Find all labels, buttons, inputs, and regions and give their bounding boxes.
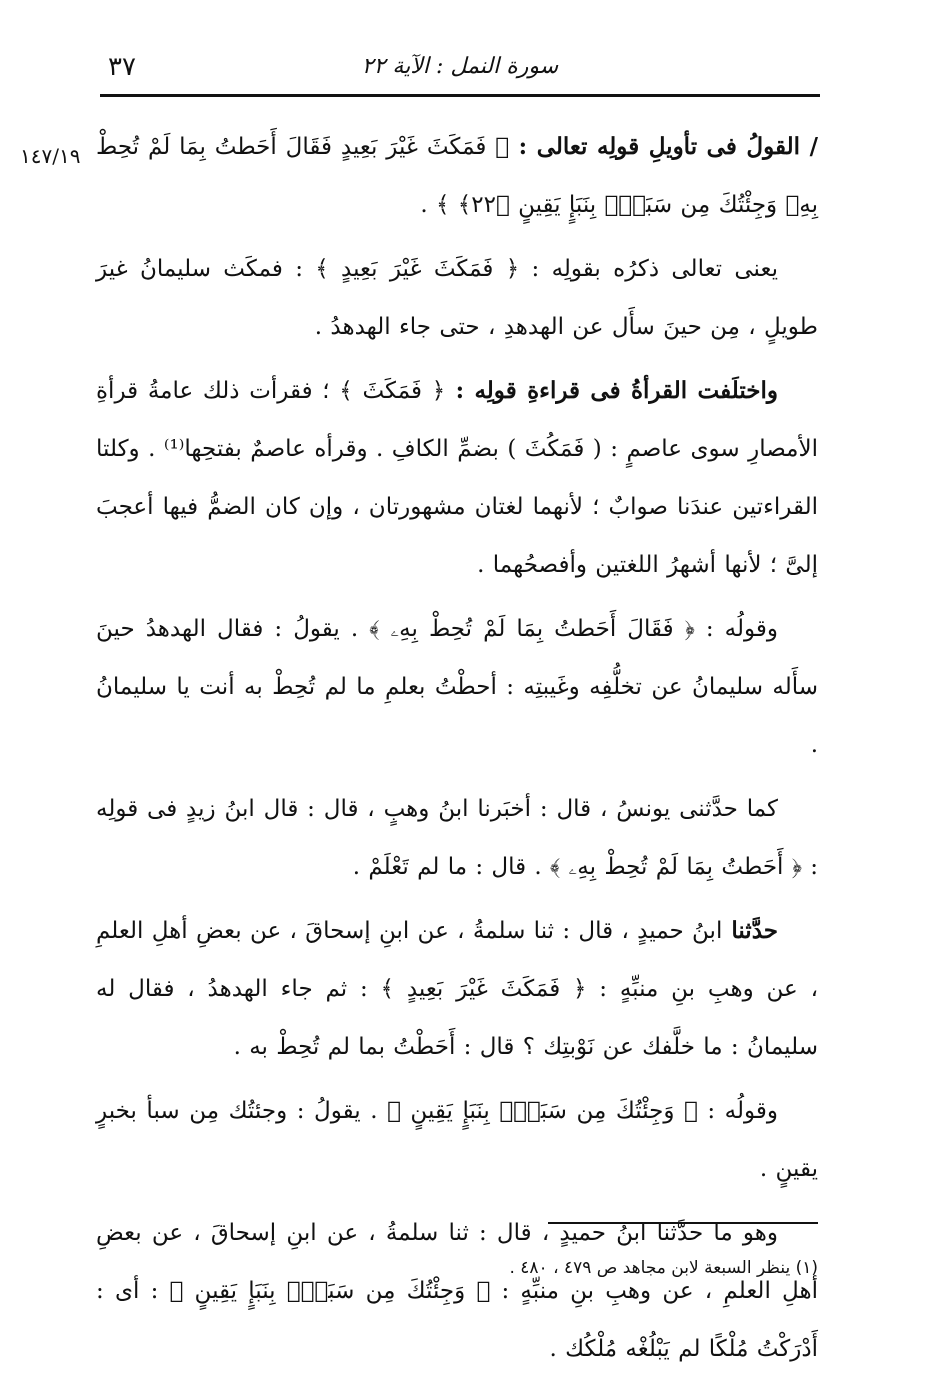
footnote: (١) ينظر السبعة لابن مجاهد ص ٤٧٩ ، ٤٨٠ . <box>509 1258 818 1278</box>
paragraph <box>96 902 818 1076</box>
paragraph-lead: واختلَفت القرأةُ فى قراءةِ قولِه : <box>445 377 778 404</box>
page-number: ٣٧ <box>108 52 136 82</box>
paragraph-body: وقولُه : ﴿ وَجِئْتُكَ مِن سَبَإٍۭ بِنَبَإٍ يَقِينٍ ﴾ . يقولُ : وجئتُك مِن سبأ بخبرٍ يقينٍ . <box>96 1098 818 1182</box>
paragraph-body: يعنى تعالى ذكرُه بقولِه : ﴿ فَمَكَثَ غَيْرَ بَعِيدٍ ﴾ : فمكَث سليمانُ غيرَ طويلٍ ، مِن حينَ سأَل عن الهدهدِ ، حتى جاء الهدهدُ . <box>96 256 818 340</box>
running-head: سورة النمل : الآية ٢٢ <box>361 54 559 79</box>
paragraph-lead: / القولُ فى تأويلِ قولِه تعالى : <box>509 133 819 160</box>
paragraph <box>96 362 818 594</box>
paragraph-body: ﴿ فَمَكَثَ غَيْرَ بَعِيدٍ فَقَالَ أَحَطتُ بِمَا لَمْ تُحِطْ بِهِۦ وَجِئْتُكَ مِن سَبَإٍۭ بِنَبَإٍ يَقِينٍ ﴿٢٢﴾ ﴾ . <box>96 134 818 218</box>
paragraph <box>96 1082 818 1198</box>
paragraph-body: وقولُه : ﴿ فَقَالَ أَحَطتُ بِمَا لَمْ تُحِطْ بِهِۦ ﴾ . يقولُ : فقال الهدهدُ حينَ سأَله سليمانُ عن تخلُّفِه وغَيبتِه : أحطْتُ بعلمِ ما لم تُحِطْ به أنت يا سليمانُ . <box>96 616 818 758</box>
paragraph <box>96 1204 818 1378</box>
paragraph <box>96 780 818 896</box>
paragraph <box>96 600 818 774</box>
paragraph-body: ابنُ حميدٍ ، قال : ثنا سلمةُ ، عن ابنِ إسحاقَ ، عن بعضِ أهلِ العلمِ ، عن وهبِ بنِ منبِّهٍ : ﴿ فَمَكَثَ غَيْرَ بَعِيدٍ ﴾ : ثم جاء الهدهدُ ، فقال له سليمانُ : ما خلَّفك عن نَوْبتِك ؟ قال : أَحَطْتُ بما لم تُحِطْ به . <box>96 918 818 1060</box>
margin-reference: ١٤٧/١٩ <box>20 144 81 168</box>
paragraph-body: وهو ما حدَّثنا ابنُ حميدٍ ، قال : ثنا سلمةُ ، عن ابنِ إسحاقَ ، عن بعضِ أهلِ العلمِ ، عن وهبِ بنِ منبِّهٍ : ﴿ وَجِئْتُكَ مِن سَبَإٍۭ بِنَبَإٍ يَقِينٍ ﴾ : أى : أَدْرَكْتُ مُلْكًا لم يَبْلُغْه مُلْكُك . <box>96 1220 818 1362</box>
paragraph <box>96 240 818 356</box>
page-header <box>100 44 820 97</box>
paragraph-body: ﴿ فَمَكَثَ ﴾ ؛ فقرأت ذلك عامةُ قرأةِ الأمصارِ سوى عاصمٍ : ( فَمَكُثَ ) بضمِّ الكافِ . وقرأه عاصمٌ بفتحِها⁽¹⁾ . وكلتا القراءتين عندَنا صوابٌ ؛ لأنهما لغتان مشهورتان ، وإن كان الضمُّ فيها أعجبَ إلىَّ ؛ لأنها أشهرُ اللغتين وأفصحُهما . <box>96 378 818 578</box>
paragraph-lead: حدَّثنا <box>722 917 778 944</box>
footnote-divider <box>548 1222 818 1224</box>
main-text <box>96 118 818 1384</box>
paragraph-body: كما حدَّثنى يونسُ ، قال : أخبَرنا ابنُ وهبٍ ، قال : قال ابنُ زيدٍ فى قولِه : ﴿ أَحَطتُ بِمَا لَمْ تُحِطْ بِهِۦ ﴾ . قال : ما لم تَعْلَمْ . <box>96 796 818 880</box>
paragraph <box>96 118 818 234</box>
